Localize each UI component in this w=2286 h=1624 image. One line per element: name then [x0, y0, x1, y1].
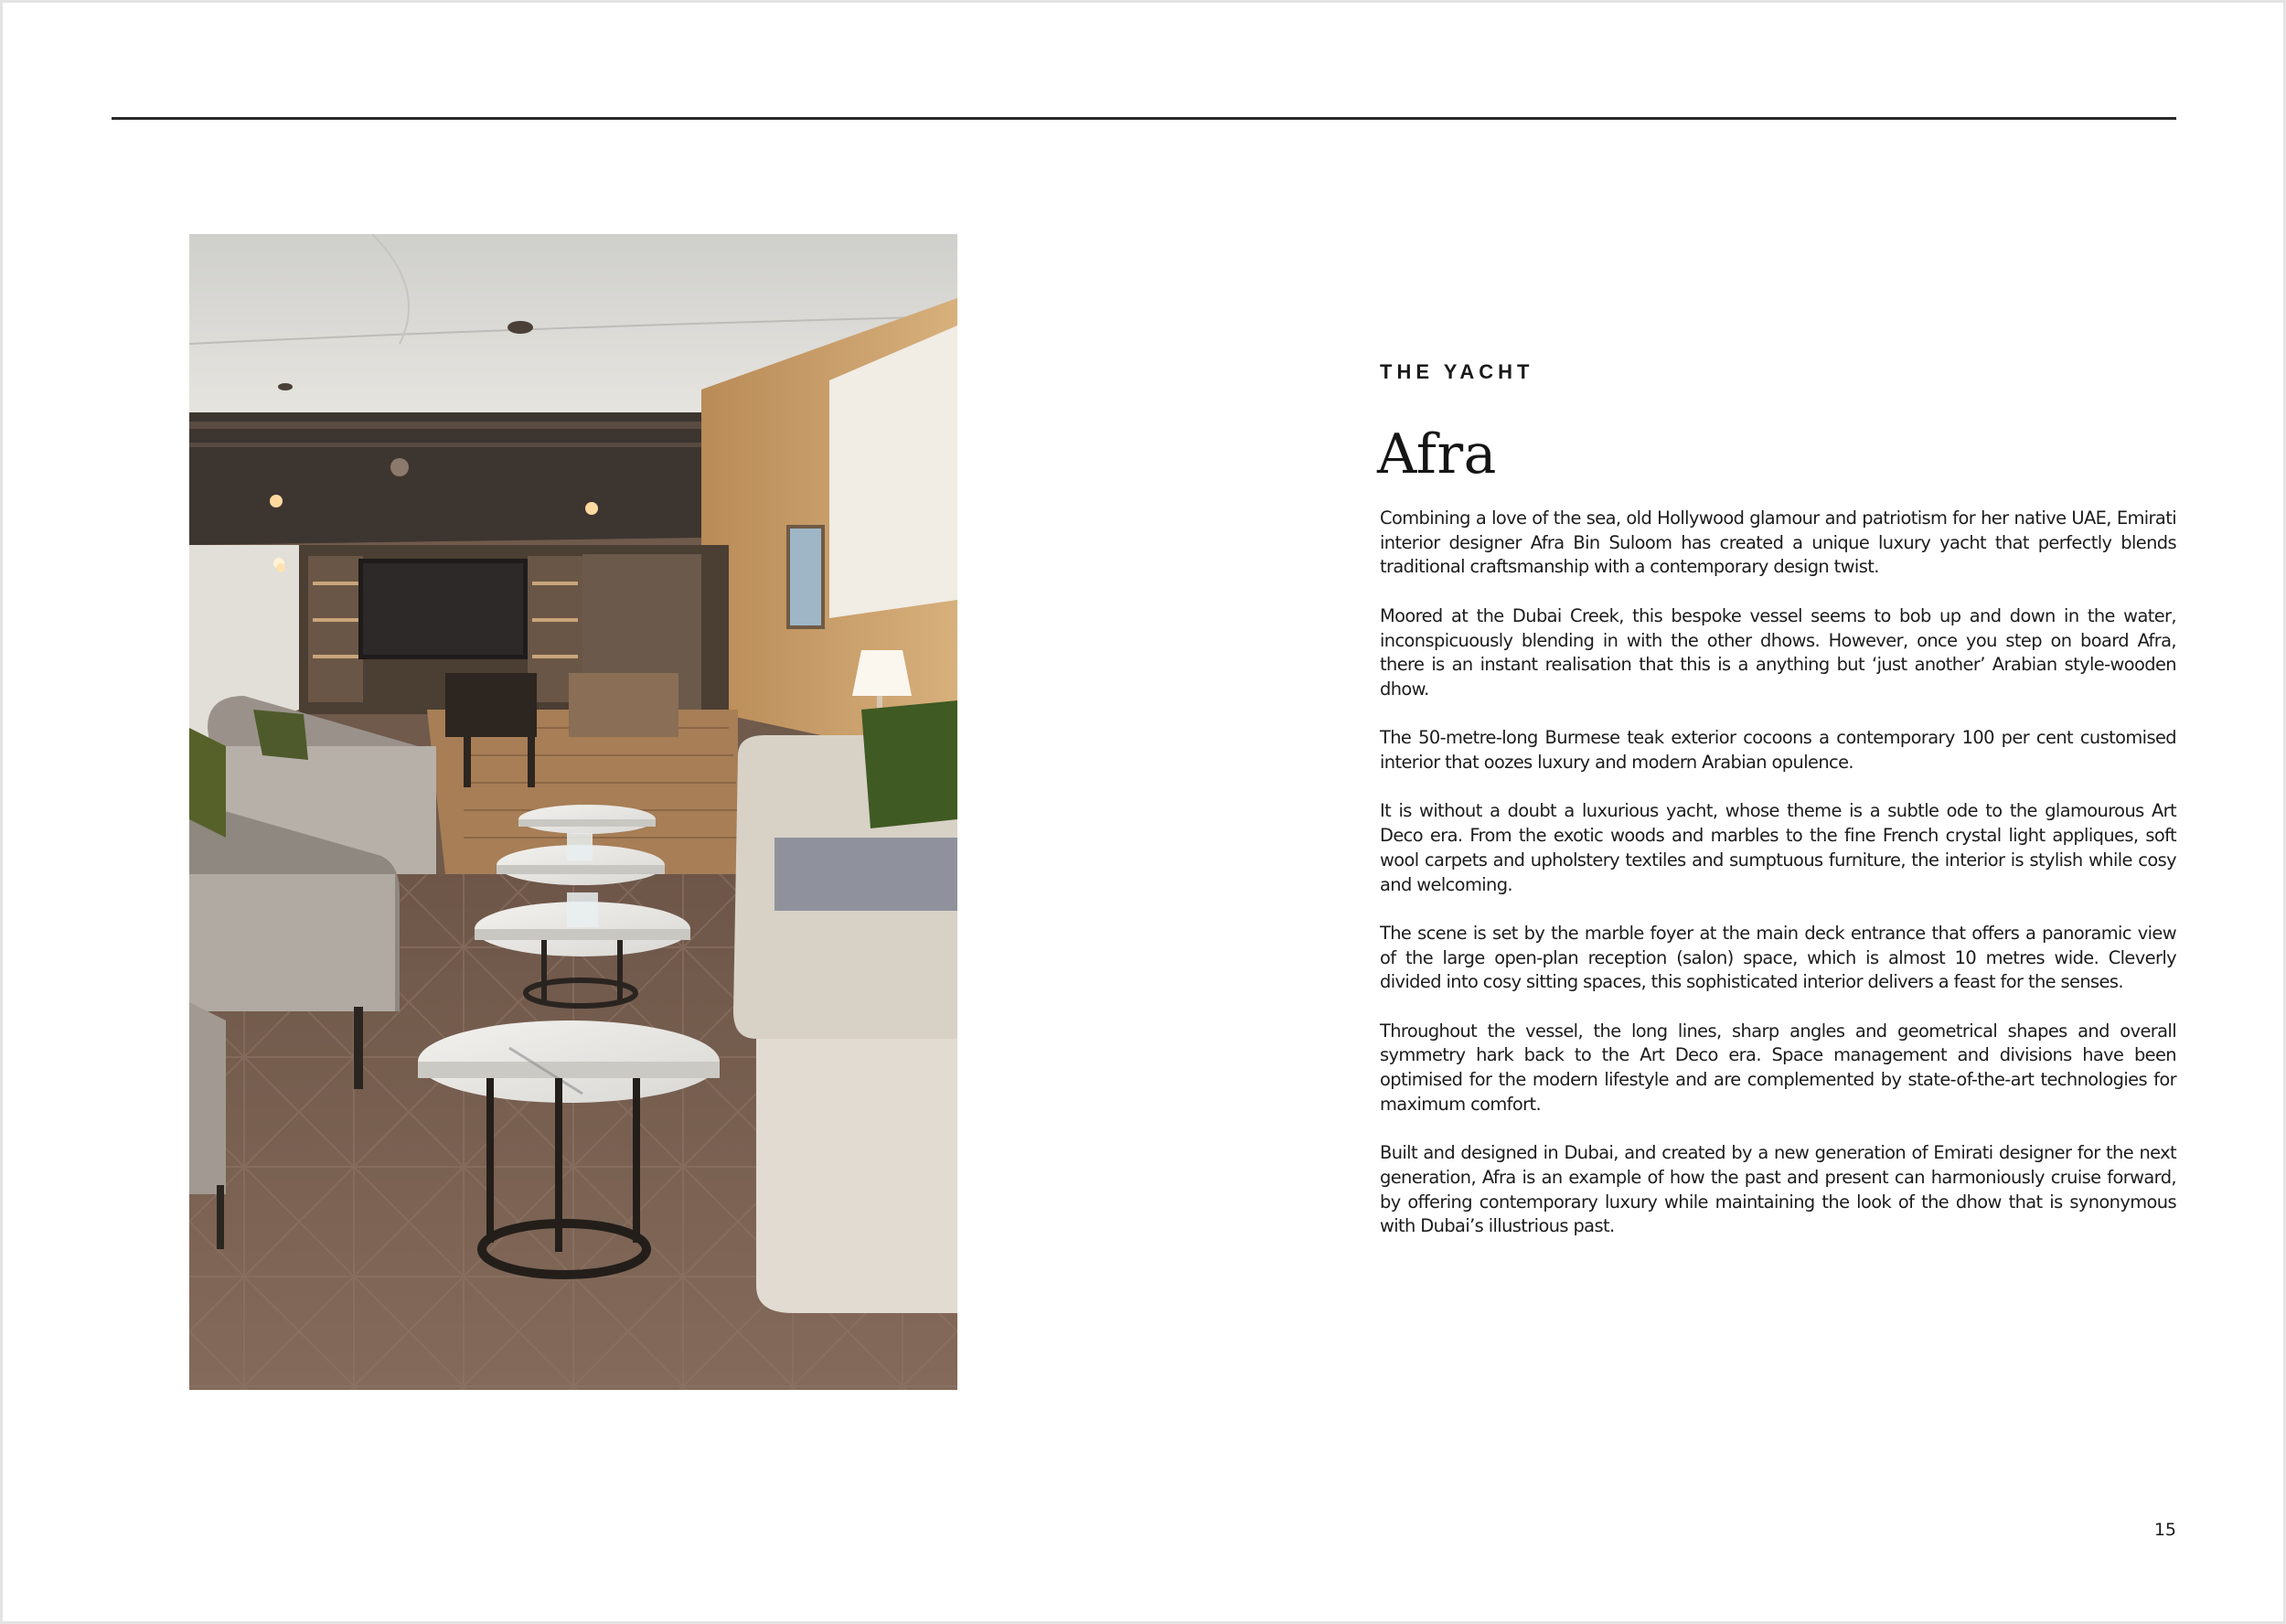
paragraph: Moored at the Dubai Creek, this bespoke vessel seems to bob up and down in the water, inconspicuously blending in with the other dhows. However, once you step on board Afra, there is an instant realisation that this is a anything but ‘just another’ Arabian style-wooden dhow.: [1380, 604, 2176, 700]
paragraph: Combining a love of the sea, old Hollywood glamour and patriotism for her native UAE, Emirati interior designer Afra Bin Suloom has created a unique luxury yacht that perfectly blends traditional craftsmanship with a contemporary design twist.: [1380, 508, 2176, 578]
paragraph: The scene is set by the marble foyer at the main deck entrance that offers a panoramic view of the large open-plan reception (salon) space, which is almost 10 metres wide. Cleverly divided into cosy sitting spaces, this sophisticated interior delivers a feast for the senses.: [1380, 922, 2176, 993]
top-rule: [112, 117, 2176, 120]
article-title: Afra: [1377, 422, 1497, 486]
paragraph: It is without a doubt a luxurious yacht, whose theme is a subtle ode to the glamourous Art Deco era. From the exotic woods and marbles to the fine French crystal light appliques, soft wool carpets and upholstery textiles and sumptuous furniture, the interior is stylish while cosy and welcoming.: [1380, 800, 2176, 895]
section-label: THE YACHT: [1380, 360, 1534, 383]
paragraph: The 50-metre-long Burmese teak exterior cocoons a contemporary 100 per cent customised interior that oozes luxury and modern Arabian opulence.: [1380, 727, 2176, 773]
salon-illustration: [189, 234, 957, 1390]
paragraph: Built and designed in Dubai, and created by a new generation of Emirati designer for the next generation, Afra is an example of how the past and present can harmoniously cruise forward, by offering contemporary luxury while maintaining the look of the dhow that is synonymous with Dubai’s illustrious past.: [1380, 1142, 2176, 1237]
yacht-salon-photo: [189, 234, 957, 1390]
article-body: [1380, 507, 2176, 1264]
paragraph: Throughout the vessel, the long lines, sharp angles and geometrical shapes and overall symmetry hark back to the Art Deco era. Space management and divisions have been optimised for the modern lifestyle and are complemented by state-of-the-art technologies for maximum comfort.: [1380, 1020, 2176, 1115]
page-number: 15: [2153, 1520, 2176, 1540]
